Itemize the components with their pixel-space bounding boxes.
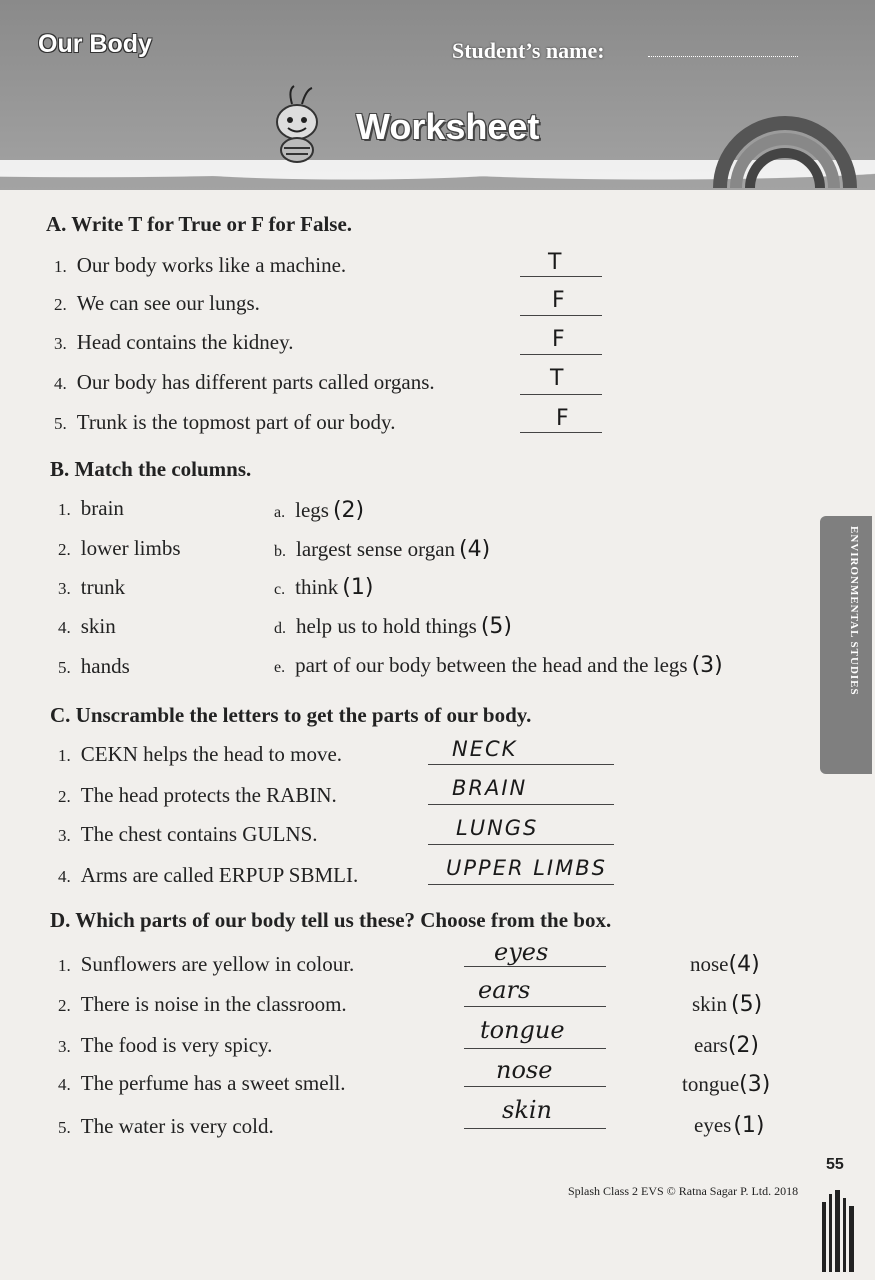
section-a-heading: A. Write T for True or F for False. [46,212,353,236]
barcode-icon [820,1190,856,1272]
match-right-item: e. part of our body between the head and the legs (3) [274,653,723,678]
handwritten-answer: eyes [494,938,549,966]
box-word: eyes(1) [694,1113,765,1138]
handwritten-answer: LUNGS [456,816,539,840]
handwritten-answer: NECK [452,737,518,761]
handwritten-answer: F [556,406,569,431]
copyright-footer: Splash Class 2 EVS © Ratna Sagar P. Ltd. 2018 [568,1184,799,1198]
match-right-item: a. legs (2) [274,498,365,523]
section-a-item: 2. We can see our lungs. [54,291,260,315]
handwritten-answer: T [550,366,564,391]
box-word: tongue(3) [682,1072,771,1097]
section-d-item: 5. The water is very cold. [58,1114,274,1138]
page-number: 55 [826,1156,844,1173]
box-word: ears(2) [694,1033,759,1058]
student-name-label: Student’s name: [452,38,605,63]
handwritten-answer: T [548,250,562,275]
section-d-item: 4. The perfume has a sweet smell. [58,1071,346,1095]
section-d-item: 2. There is noise in the classroom. [58,992,347,1016]
match-left-item: 2. lower limbs [58,536,181,560]
section-d-heading: D. Which parts of our body tell us these? Choose from the box. [50,908,612,932]
section-c-item: 1. CEKN helps the head to move. [58,742,343,766]
bee-icon [262,82,332,172]
handwritten-answer: tongue [480,1016,565,1044]
rainbow-icon [700,88,870,188]
section-d-item: 1. Sunflowers are yellow in colour. [58,952,355,976]
section-c-item: 2. The head protects the RABIN. [58,783,337,807]
section-a-item: 5. Trunk is the topmost part of our body. [54,410,396,434]
match-right-item: d. help us to hold things (5) [274,614,513,639]
section-c-heading: C. Unscramble the letters to get the parts of our body. [50,703,532,727]
match-left-item: 1. brain [58,496,124,520]
handwritten-answer: ears [478,976,531,1004]
section-a-item: 3. Head contains the kidney. [54,330,294,354]
match-left-item: 3. trunk [58,575,126,599]
handwritten-answer: skin [502,1096,552,1124]
section-c-item: 3. The chest contains GULNS. [58,822,318,846]
handwritten-answer: BRAIN [452,776,528,800]
section-b-heading: B. Match the columns. [50,457,252,481]
match-left-item: 5. hands [58,654,130,678]
section-c-item: 4. Arms are called ERPUP SBMLI. [58,863,359,887]
student-name-field[interactable] [648,56,798,57]
match-right-item: c. think (1) [274,575,374,600]
box-word: nose(4) [690,952,760,977]
match-left-item: 4. skin [58,614,116,638]
section-a-item: 4. Our body has different parts called organs. [54,370,435,394]
handwritten-answer: UPPER LIMBS [446,856,607,880]
chapter-title: Our Body [38,30,152,58]
match-right-item: b. largest sense organ (4) [274,537,491,562]
box-word: skin (5) [692,992,763,1017]
handwritten-answer: F [552,288,565,313]
side-tab: ENVIRONMENTAL STUDIES [820,516,872,774]
section-a-item: 1. Our body works like a machine. [54,253,347,277]
section-d-item: 3. The food is very spicy. [58,1033,273,1057]
worksheet-title: Worksheet [356,106,540,147]
handwritten-answer: F [552,327,565,352]
handwritten-answer: nose [496,1056,553,1084]
